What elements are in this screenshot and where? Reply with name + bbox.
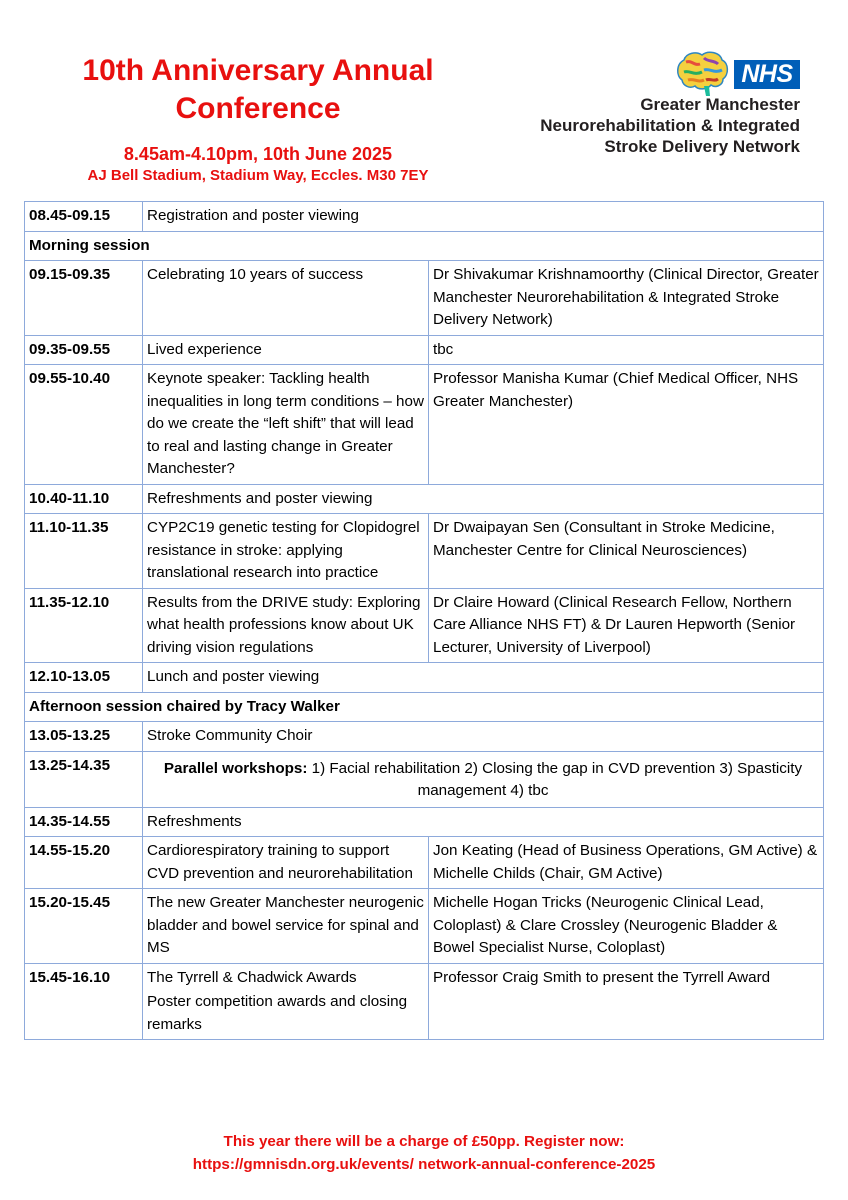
agenda-time: 12.10-13.05 — [25, 663, 143, 693]
agenda-row — [25, 484, 824, 514]
agenda-time: 11.10-11.35 — [25, 514, 143, 589]
agenda-time: 15.45-16.10 — [25, 963, 143, 1040]
workshops-label: Parallel workshops: — [163, 759, 308, 777]
agenda-speaker: Michelle Hogan Tricks (Neurogenic Clinical Lead, Coloplast) & Clare Crossley (Neurogenic Bladder & Bowel Specialist Nurse, Coloplast) — [429, 889, 824, 964]
event-time-date: 8.45am-4.10pm, 10th June 2025 — [123, 144, 393, 164]
agenda-title: CYP2C19 genetic testing for Clopidogrel resistance in stroke: applying translational research into practice — [143, 514, 429, 589]
agenda-row — [25, 807, 824, 837]
agenda-row — [25, 365, 824, 485]
agenda-row — [25, 514, 824, 589]
agenda-time: 09.35-09.55 — [25, 335, 143, 365]
agenda-row — [25, 837, 824, 889]
agenda-row — [25, 963, 824, 1040]
agenda-title: The new Greater Manchester neurogenic bladder and bowel service for spinal and MS — [143, 889, 429, 964]
registration-link[interactable]: https://gmnisdn.org.uk/events/ network-annual-conference-2025 — [192, 1156, 656, 1173]
network-name-line: Stroke Delivery Network — [604, 137, 800, 156]
agenda-title-cell — [143, 963, 429, 1040]
agenda-row — [25, 335, 824, 365]
agenda-title: Lunch and poster viewing — [143, 663, 824, 693]
network-name-line: Neurorehabilitation & Integrated — [540, 116, 800, 135]
agenda-title: Refreshments and poster viewing — [143, 484, 824, 514]
workshops-list: 1) Facial rehabilitation 2) Closing the gap in CVD prevention 3) Spasticity management 4) tbc — [307, 759, 803, 799]
agenda-time: 13.25-14.35 — [25, 751, 143, 807]
agenda-row — [25, 722, 824, 752]
agenda-time: 09.55-10.40 — [25, 365, 143, 485]
agenda-title: Registration and poster viewing — [143, 202, 824, 232]
agenda-time: 15.20-15.45 — [25, 889, 143, 964]
network-name-line: Greater Manchester — [640, 95, 800, 114]
agenda-row — [25, 889, 824, 964]
agenda-time: 10.40-11.10 — [25, 484, 143, 514]
agenda-title: Lived experience — [143, 335, 429, 365]
page-title: 10th Anniversary Annual Conference — [82, 54, 434, 125]
agenda-row — [25, 751, 824, 807]
agenda-row — [25, 202, 824, 232]
nhs-logo: NHS — [734, 60, 800, 89]
agenda-time: 14.35-14.55 — [25, 807, 143, 837]
agenda-speaker: Jon Keating (Head of Business Operations, GM Active) & Michelle Childs (Chair, GM Active) — [429, 837, 824, 889]
agenda-time: 11.35-12.10 — [25, 588, 143, 663]
agenda-table — [24, 201, 824, 1040]
agenda-speaker: Professor Manisha Kumar (Chief Medical Officer, NHS Greater Manchester) — [429, 365, 824, 485]
section-row — [25, 231, 824, 261]
agenda-title: Results from the DRIVE study: Exploring what health professions know about UK driving vision regulations — [143, 588, 429, 663]
agenda-title: Keynote speaker: Tackling health inequalities in long term conditions – how do we create the “left shift” that will lead to real and lasting change in Greater Manchester? — [143, 365, 429, 485]
section-row — [25, 692, 824, 722]
agenda-title: Refreshments — [143, 807, 824, 837]
agenda-speaker: Dr Claire Howard (Clinical Research Fellow, Northern Care Alliance NHS FT) & Dr Lauren Hepworth (Senior Lecturer, University of Liverpool) — [429, 588, 824, 663]
agenda-speaker: Dr Dwaipayan Sen (Consultant in Stroke Medicine, Manchester Centre for Clinical Neurosciences) — [429, 514, 824, 589]
agenda-speaker: Dr Shivakumar Krishnamoorthy (Clinical Director, Greater Manchester Neurorehabilitation & Integrated Stroke Delivery Network) — [429, 261, 824, 336]
workshops-cell — [143, 751, 824, 807]
agenda-time: 13.05-13.25 — [25, 722, 143, 752]
agenda-speaker: Professor Craig Smith to present the Tyrrell Award — [429, 963, 824, 1040]
agenda-title: The Tyrrell & Chadwick Awards — [147, 968, 357, 986]
agenda-speaker: tbc — [429, 335, 824, 365]
section-heading: Morning session — [25, 231, 824, 261]
agenda-time: 14.55-15.20 — [25, 837, 143, 889]
registration-footer — [0, 1130, 848, 1176]
agenda-title: Celebrating 10 years of success — [143, 261, 429, 336]
event-venue: AJ Bell Stadium, Stadium Way, Eccles. M30 7EY — [87, 167, 429, 184]
agenda-row — [25, 261, 824, 336]
agenda-time: 09.15-09.35 — [25, 261, 143, 336]
agenda-title: Stroke Community Choir — [143, 722, 824, 752]
network-name — [540, 94, 800, 157]
page-header — [0, 0, 848, 200]
agenda-time: 08.45-09.15 — [25, 202, 143, 232]
charge-notice: This year there will be a charge of £50pp. Register now: — [223, 1133, 625, 1150]
agenda-title: Cardiorespiratory training to support CVD prevention and neurorehabilitation — [143, 837, 429, 889]
agenda-row — [25, 588, 824, 663]
agenda-row — [25, 663, 824, 693]
agenda-title-secondary: Poster competition awards and closing remarks — [147, 993, 408, 1033]
brain-logo-icon — [674, 50, 730, 100]
section-heading: Afternoon session chaired by Tracy Walker — [25, 692, 824, 722]
